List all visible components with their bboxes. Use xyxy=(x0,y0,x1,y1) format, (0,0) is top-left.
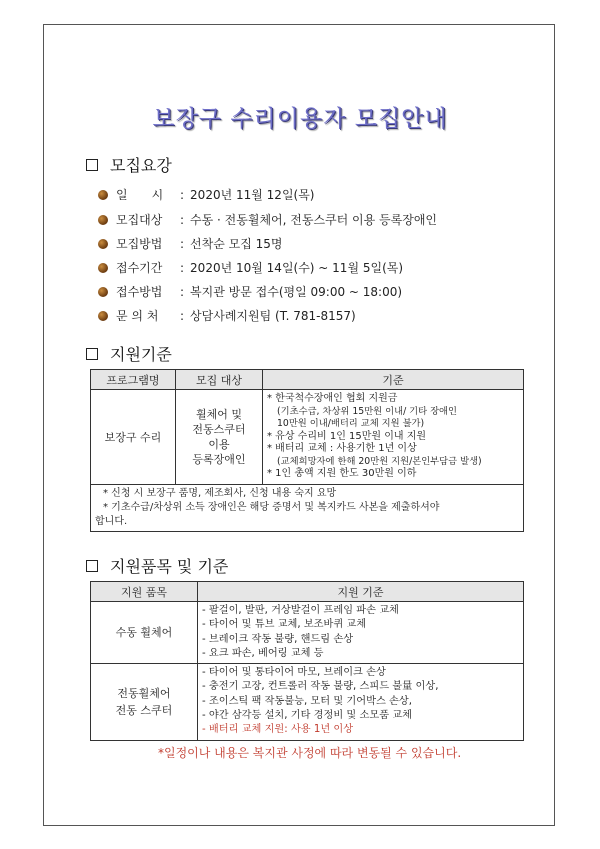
bullet-ball-icon xyxy=(98,311,108,321)
info-row-application: 접수방법 : 복지관 방문 접수(평일 09:00 ~ 18:00) xyxy=(98,283,402,300)
section-recruitment-heading: 모집요강 xyxy=(86,153,172,176)
table-row xyxy=(91,664,524,740)
footer-notice: *일정이나 내용은 복지관 사정에 따라 변동될 수 있습니다. xyxy=(158,746,462,760)
section-criteria-heading: 지원기준 xyxy=(86,342,172,365)
checkbox-square-icon xyxy=(86,159,98,171)
standards-list: - 타이어 및 통타이어 마모, 브레이크 손상 - 충전기 고장, 컨트롤러 작동 불량, 스피드 불量 이상, - 조이스틱 팩 작동불능, 모터 및 기어박스 손상, - 야간 삼각등 설치, 기타 경정비 및 소모품 교체 - 배터리 교체 지원: 사용 1년 이상 xyxy=(198,664,524,740)
header-program: 프로그램명 xyxy=(91,370,176,390)
table-row xyxy=(91,602,524,664)
info-row-contact: 문 의 처 : 상담사례지원팀 (T. 781-8157) xyxy=(98,307,356,324)
info-row-period: 접수기간 : 2020년 10월 14일(수) ~ 11월 5일(목) xyxy=(98,259,403,276)
info-row-target: 모집대상 : 수동 · 전동휠체어, 전동스쿠터 이용 등록장애인 xyxy=(98,211,437,228)
header-criteria: 기준 xyxy=(263,370,524,390)
header-item: 지원 품목 xyxy=(91,582,198,602)
info-row-method: 모집방법 : 선착순 모집 15명 xyxy=(98,235,283,252)
bullet-ball-icon xyxy=(98,190,108,200)
standards-list: - 팔걸이, 발판, 거상발걸이 프레임 파손 교체 - 타이어 및 튜브 교체, 보조바퀴 교체 - 브레이크 작동 불량, 핸드림 손상 - 요크 파손, 베어링 교체 등 xyxy=(198,602,524,664)
items-table xyxy=(90,581,524,741)
table-row xyxy=(91,390,524,485)
checkbox-square-icon xyxy=(86,560,98,572)
notes-cell: * 신청 시 보장구 품명, 제조회사, 신청 내용 숙지 요망 * 기초수급/차상위 소득 장애인은 해당 증명서 및 복지카드 사본을 제출하셔야 합니다. xyxy=(91,484,524,531)
bullet-ball-icon xyxy=(98,287,108,297)
header-target: 모집 대상 xyxy=(176,370,263,390)
battery-highlight: - 배터리 교체 지원: 사용 1년 이상 xyxy=(202,724,354,736)
header-standard: 지원 기준 xyxy=(198,582,524,602)
table-header-row xyxy=(91,582,524,602)
page-title: 보장구 수리이용자 모집안내 xyxy=(152,106,448,132)
criteria-table xyxy=(90,369,524,532)
category-manual-wheelchair: 수동 휠체어 xyxy=(91,602,198,664)
program-name: 보장구 수리 xyxy=(91,390,176,485)
checkbox-square-icon xyxy=(86,348,98,360)
criteria-cell: * 한국척수장애인 협회 지원금 (기초수급, 차상위 15만원 이내/ 기타 장애인 10만원 이내/배터리 교체 지원 불가) * 유상 수리비 1인 15만원 이내 지원 * 배터리 교체 : 사용기한 1년 이상 (교체희망자에 한해 20만원 지원/본인부담금 발생) * 1인 총액 지원 한도 30만원 이하 xyxy=(263,390,524,485)
table-notes-row xyxy=(91,484,524,531)
table-header-row xyxy=(91,370,524,390)
target-cell: 휠체어 및 전동스쿠터 이용 등록장애인 xyxy=(176,390,263,485)
section-items-heading: 지원품목 및 기준 xyxy=(86,554,228,577)
bullet-ball-icon xyxy=(98,263,108,273)
bullet-ball-icon xyxy=(98,239,108,249)
bullet-ball-icon xyxy=(98,215,108,225)
info-row-date: 일 시 : 2020년 11월 12일(목) xyxy=(98,186,315,203)
category-powered-wheelchair: 전동휠체어 전동 스쿠터 xyxy=(91,664,198,740)
